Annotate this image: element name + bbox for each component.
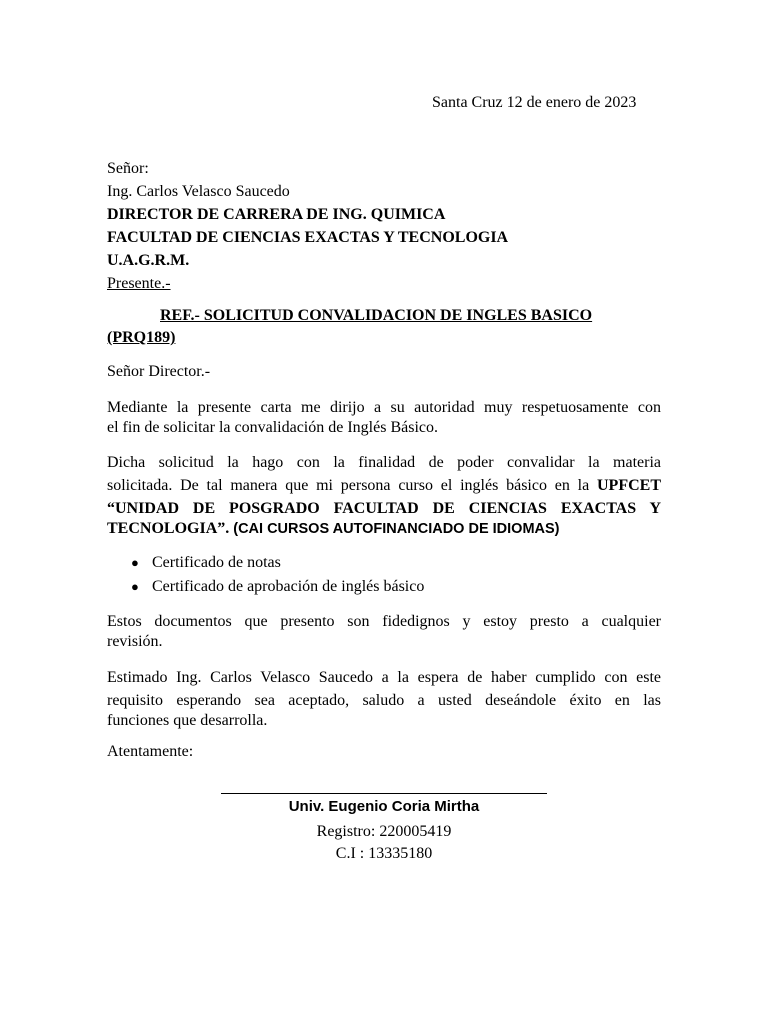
- tecnologia-label: TECNOLOGIA”.: [107, 520, 234, 537]
- greeting: Señor Director.-: [107, 363, 211, 380]
- bullet-icon: ●: [131, 579, 139, 594]
- paragraph-2-line-1: Dicha solicitud la hago con la finalidad de poder convalidar la materia: [107, 454, 661, 471]
- signature-ci: C.I : 13335180: [335, 845, 433, 862]
- attachment-label: Certificado de notas: [152, 554, 281, 571]
- recipient-name: Ing. Carlos Velasco Saucedo: [107, 183, 290, 200]
- attachments-list: [131, 551, 424, 599]
- paragraph-4-line-2: requisito esperando sea aceptado, saludo a usted deseándole éxito en las: [107, 692, 661, 709]
- bullet-icon: ●: [131, 555, 139, 570]
- paragraph-3-line-2: revisión.: [107, 633, 163, 650]
- recipient-faculty: FACULTAD DE CIENCIAS EXACTAS Y TECNOLOGIA: [107, 229, 509, 246]
- presente-label: Presente.-: [107, 275, 171, 292]
- paragraph-1-line-1: Mediante la presente carta me dirijo a su autoridad muy respetuosamente con: [107, 399, 661, 416]
- paragraph-2-line-2-text: solicitada. De tal manera que mi persona curso el inglés básico en la: [107, 477, 597, 494]
- signature-line: [221, 793, 547, 794]
- attachment-label: Certificado de aprobación de inglés básico: [152, 578, 425, 595]
- place-date: Santa Cruz 12 de enero de 2023: [432, 94, 637, 111]
- reference-line-2: (PRQ189): [107, 329, 176, 346]
- list-item: [131, 575, 424, 599]
- paragraph-3-line-1: Estos documentos que presento son fidedignos y estoy presto a cualquier: [107, 613, 661, 630]
- salutation: Señor:: [107, 160, 149, 177]
- paragraph-2-line-4: [107, 520, 560, 538]
- paragraph-1-line-2: el fin de solicitar la convalidación de Inglés Básico.: [107, 419, 438, 436]
- paragraph-4-line-1: Estimado Ing. Carlos Velasco Saucedo a la espera de haber cumplido con este: [107, 669, 661, 686]
- cai-courses-label: (CAI CURSOS AUTOFINANCIADO DE IDIOMAS): [233, 521, 560, 537]
- reference-line-1: REF.- SOLICITUD CONVALIDACION DE INGLES BASICO: [160, 307, 593, 324]
- closing: Atentamente:: [107, 743, 194, 760]
- paragraph-4-line-3: funciones que desarrolla.: [107, 712, 268, 729]
- upfcet-label: UPFCET: [597, 477, 661, 494]
- recipient-university: U.A.G.R.M.: [107, 252, 190, 269]
- signature-registro: Registro: 220005419: [316, 823, 452, 840]
- recipient-position: DIRECTOR DE CARRERA DE ING. QUIMICA: [107, 206, 446, 223]
- signature-name: Univ. Eugenio Coria Mirtha: [288, 798, 480, 815]
- list-item: [131, 551, 424, 575]
- paragraph-2-line-3: “UNIDAD DE POSGRADO FACULTAD DE CIENCIAS EXACTAS Y: [107, 500, 661, 517]
- paragraph-2-line-2: [107, 474, 661, 497]
